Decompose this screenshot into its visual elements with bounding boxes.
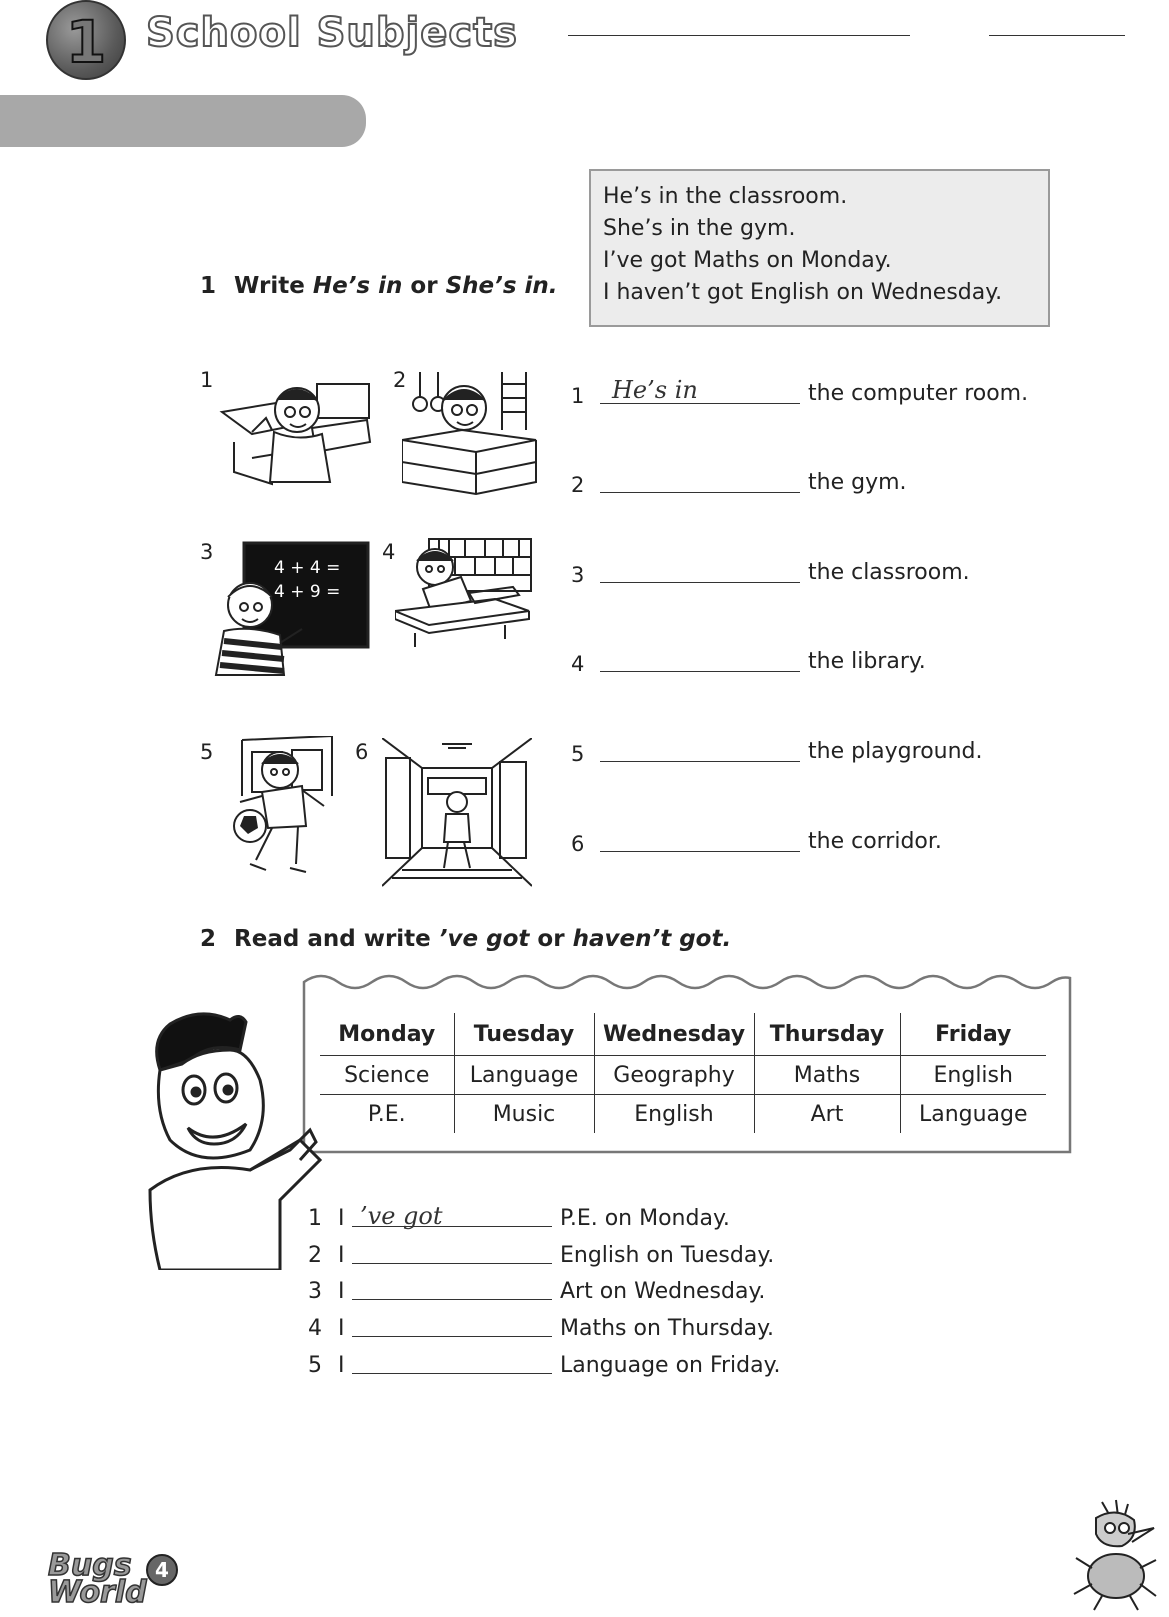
item-text: Maths on Thursday. bbox=[560, 1316, 775, 1341]
answer-line[interactable] bbox=[600, 582, 800, 583]
timetable-cell: English bbox=[594, 1095, 754, 1134]
name-line bbox=[568, 35, 910, 36]
grammar-line: He’s in the classroom. bbox=[603, 184, 848, 209]
item-number: 3 bbox=[571, 563, 585, 587]
item-number: 4 bbox=[308, 1316, 322, 1341]
exercise2-instruction: Read and write bbox=[234, 926, 431, 952]
blackboard-line: 4 + 9 = bbox=[274, 582, 341, 602]
exercise1-heading bbox=[200, 273, 558, 299]
item-text: Art on Wednesday. bbox=[560, 1279, 766, 1304]
timetable-cell: P.E. bbox=[320, 1095, 454, 1134]
timetable-cell: Geography bbox=[594, 1056, 754, 1095]
blackboard-line: 4 + 4 = bbox=[274, 558, 341, 578]
item-number: 2 bbox=[571, 473, 585, 497]
unit-title: School Subjects bbox=[146, 10, 518, 56]
answer-sample: He’s in bbox=[612, 376, 698, 404]
grammar-line: I’ve got Maths on Monday. bbox=[603, 248, 892, 273]
item-number: 1 bbox=[308, 1206, 322, 1231]
answer-line[interactable] bbox=[600, 851, 800, 852]
timetable-cell: Language bbox=[900, 1095, 1046, 1134]
exercise2-heading bbox=[200, 926, 731, 952]
timetable-header: Thursday bbox=[754, 1013, 900, 1056]
exercise2-option-b: haven’t got. bbox=[572, 926, 732, 952]
exercise1-connector: or bbox=[410, 273, 438, 299]
exercise1-instruction: Write bbox=[234, 273, 305, 299]
picture-number: 2 bbox=[393, 368, 407, 392]
timetable-header: Wednesday bbox=[594, 1013, 754, 1056]
item-subject: I bbox=[338, 1206, 345, 1231]
answer-line[interactable] bbox=[352, 1263, 552, 1264]
answer-line[interactable] bbox=[600, 492, 800, 493]
item-number: 5 bbox=[308, 1353, 322, 1378]
item-text: the gym. bbox=[808, 470, 907, 495]
item-number: 3 bbox=[308, 1279, 322, 1304]
answer-line[interactable] bbox=[352, 1336, 552, 1337]
timetable-header: Monday bbox=[320, 1013, 454, 1056]
item-text: the corridor. bbox=[808, 829, 942, 854]
answer-line[interactable] bbox=[600, 671, 800, 672]
item-text: English on Tuesday. bbox=[560, 1243, 775, 1268]
item-subject: I bbox=[338, 1316, 345, 1341]
classroom-picture bbox=[210, 535, 370, 685]
logo-line: Bugs bbox=[48, 1548, 132, 1583]
exercise2-number: 2 bbox=[200, 926, 217, 952]
timetable-cell: Science bbox=[320, 1056, 454, 1095]
item-text: P.E. on Monday. bbox=[560, 1206, 730, 1231]
bug-mascot-illustration bbox=[1072, 1498, 1158, 1612]
answer-sample: ’ve got bbox=[360, 1202, 443, 1230]
header-band bbox=[0, 95, 366, 147]
timetable-row bbox=[320, 1056, 1046, 1095]
picture-number: 3 bbox=[200, 540, 214, 564]
timetable-header: Tuesday bbox=[454, 1013, 594, 1056]
date-line bbox=[989, 35, 1125, 36]
timetable-cell: English bbox=[900, 1056, 1046, 1095]
answer-line[interactable] bbox=[600, 761, 800, 762]
boy-pointing-illustration bbox=[130, 1010, 330, 1270]
grammar-line: She’s in the gym. bbox=[603, 216, 796, 241]
logo-line: World bbox=[48, 1575, 147, 1610]
bugs-world-logo bbox=[48, 1548, 147, 1610]
level-badge: 4 bbox=[146, 1554, 178, 1586]
timetable-header: Friday bbox=[935, 1021, 1012, 1047]
grammar-box bbox=[589, 169, 1050, 327]
item-text: the computer room. bbox=[808, 381, 1029, 406]
item-text: the library. bbox=[808, 649, 926, 674]
exercise1-option-a: He’s in bbox=[312, 273, 403, 299]
picture-number: 1 bbox=[200, 368, 214, 392]
exercise1-option-b: She’s in. bbox=[445, 273, 558, 299]
timetable-cell: Language bbox=[454, 1056, 594, 1095]
corridor-picture bbox=[382, 738, 532, 888]
answer-line[interactable] bbox=[352, 1299, 552, 1300]
timetable-cell: Art bbox=[754, 1095, 900, 1134]
timetable-row bbox=[320, 1095, 1046, 1134]
exercise1-number: 1 bbox=[200, 273, 217, 299]
timetable-cell: Maths bbox=[754, 1056, 900, 1095]
item-number: 1 bbox=[571, 384, 585, 408]
item-number: 5 bbox=[571, 742, 585, 766]
timetable bbox=[320, 1013, 1046, 1133]
grammar-line: I haven’t got English on Wednesday. bbox=[603, 280, 1003, 305]
unit-number: 1 bbox=[65, 8, 107, 76]
picture-number: 6 bbox=[355, 740, 369, 764]
answer-line[interactable] bbox=[600, 403, 800, 404]
item-text: Language on Friday. bbox=[560, 1353, 781, 1378]
item-subject: I bbox=[338, 1353, 345, 1378]
picture-number: 5 bbox=[200, 740, 214, 764]
item-text: the playground. bbox=[808, 739, 983, 764]
playground-picture bbox=[222, 736, 342, 886]
item-number: 6 bbox=[571, 832, 585, 856]
answer-line[interactable] bbox=[352, 1373, 552, 1374]
item-text: the classroom. bbox=[808, 560, 970, 585]
library-picture bbox=[395, 537, 535, 657]
answer-line[interactable] bbox=[352, 1226, 552, 1227]
item-number: 4 bbox=[571, 652, 585, 676]
gym-picture bbox=[402, 370, 538, 500]
unit-number-badge bbox=[46, 0, 126, 80]
exercise2-connector: or bbox=[537, 926, 565, 952]
item-subject: I bbox=[338, 1243, 345, 1268]
item-subject: I bbox=[338, 1279, 345, 1304]
timetable-cell: Music bbox=[454, 1095, 594, 1134]
computer-room-picture bbox=[212, 372, 372, 496]
exercise2-option-a: ’ve got bbox=[438, 926, 530, 952]
item-number: 2 bbox=[308, 1243, 322, 1268]
picture-number: 4 bbox=[382, 540, 396, 564]
